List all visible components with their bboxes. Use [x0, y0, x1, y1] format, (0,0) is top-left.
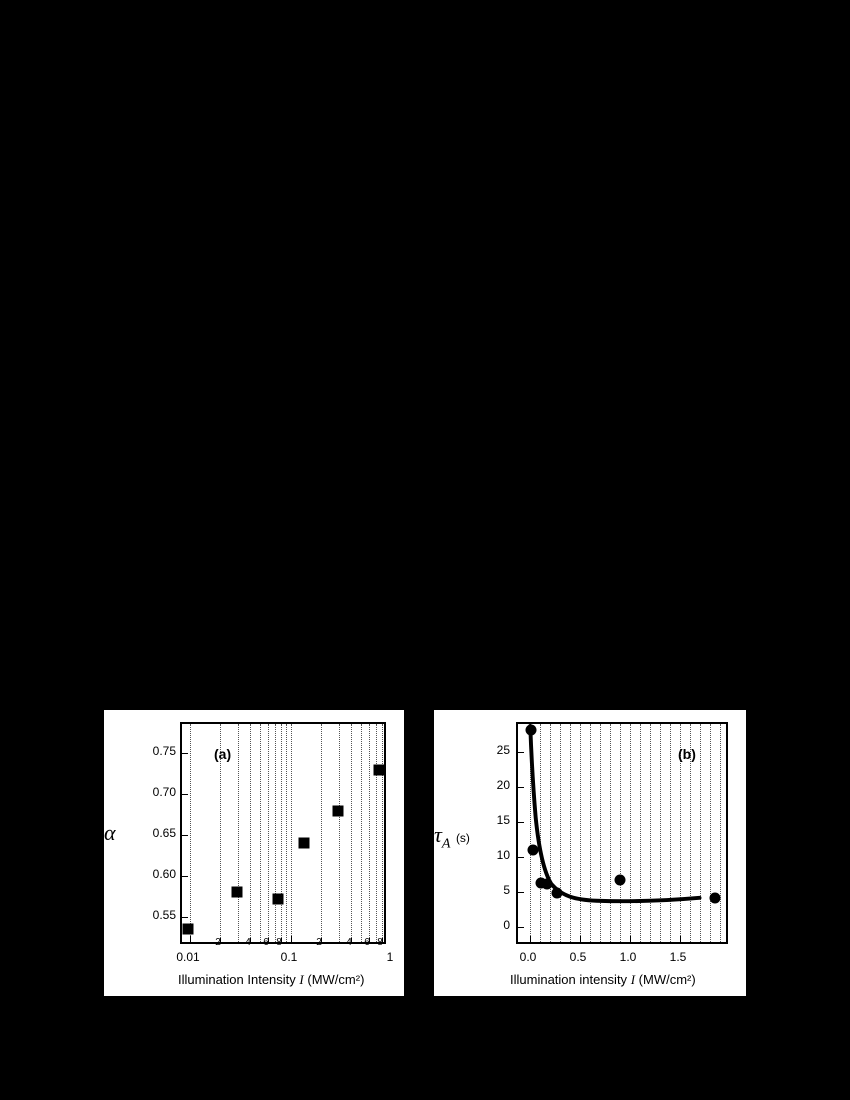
x-tick-label-major: 1	[386, 950, 394, 964]
y-tick-label: 0.60	[152, 867, 176, 881]
x-tick-label-minor: 2	[316, 937, 322, 948]
panel-b-x-axis-label	[510, 972, 696, 988]
gridline	[190, 724, 191, 942]
y-tick	[518, 857, 524, 858]
panel-b-tag: (b)	[678, 746, 696, 762]
panel-a-x-axis-label-prefix: Illumination Intensity	[178, 972, 296, 987]
gridline	[670, 724, 671, 942]
y-tick	[518, 752, 524, 753]
x-tick-label-minor: 8	[276, 937, 282, 948]
x-tick-label-minor: 6	[263, 937, 269, 948]
y-tick	[182, 753, 188, 754]
x-tick	[680, 936, 681, 942]
gridline	[650, 724, 651, 942]
gridline	[550, 724, 551, 942]
x-tick-label: 0.0	[519, 950, 537, 964]
x-tick	[580, 936, 581, 942]
panel-b	[434, 710, 746, 996]
data-point	[710, 893, 721, 904]
data-point	[374, 765, 385, 776]
panel-b-y-axis-symbol: τ	[434, 822, 442, 847]
x-tick-label: 0.5	[569, 950, 587, 964]
panel-a-tag: (a)	[214, 746, 232, 762]
gridline	[351, 724, 352, 942]
data-point	[542, 879, 553, 890]
x-tick-label: 1.0	[619, 950, 637, 964]
gridline	[238, 724, 239, 942]
x-tick-label-minor: 4	[245, 937, 251, 948]
gridline	[339, 724, 340, 942]
panel-b-x-axis-label-unit: (MW/cm²)	[638, 972, 696, 987]
panel-b-y-axis-unit: (s)	[455, 831, 470, 845]
data-point	[405, 733, 416, 744]
y-tick-label: 5	[503, 883, 510, 897]
gridline	[700, 724, 701, 942]
x-tick-label-major: 0.01	[176, 950, 200, 964]
gridline	[640, 724, 641, 942]
panel-b-y-axis-label	[434, 822, 470, 852]
y-tick-label: 0.75	[152, 744, 176, 758]
y-tick	[518, 822, 524, 823]
data-point	[526, 725, 537, 736]
gridline	[286, 724, 287, 942]
gridline	[281, 724, 282, 942]
panel-b-y-axis-subscript: A	[441, 836, 451, 852]
y-tick	[518, 787, 524, 788]
gridline	[369, 724, 370, 942]
x-tick-label-minor: 4	[346, 937, 352, 948]
gridline	[250, 724, 251, 942]
data-point	[273, 894, 284, 905]
gridline	[376, 724, 377, 942]
y-tick	[182, 835, 188, 836]
data-point	[183, 924, 194, 935]
gridline	[610, 724, 611, 942]
gridline	[268, 724, 269, 942]
panel-a-y-axis-label: α	[104, 820, 116, 845]
panel-a-x-axis-label	[178, 972, 364, 988]
x-tick-label-minor: 6	[364, 937, 370, 948]
gridline	[275, 724, 276, 942]
gridline	[382, 724, 383, 942]
gridline	[660, 724, 661, 942]
data-point	[333, 806, 344, 817]
panel-b-plot-area	[516, 722, 728, 944]
gridline	[620, 724, 621, 942]
x-tick-label-major: 0.1	[280, 950, 298, 964]
panel-b-x-axis-label-prefix: Illumination intensity	[510, 972, 628, 987]
gridline	[710, 724, 711, 942]
data-point	[552, 888, 563, 899]
y-tick	[518, 892, 524, 893]
panel-a-plot-area	[180, 722, 386, 944]
x-tick-major	[190, 936, 191, 942]
data-point	[232, 887, 243, 898]
gridline	[580, 724, 581, 942]
gridline	[560, 724, 561, 942]
y-tick-label: 0.70	[152, 785, 176, 799]
gridline	[530, 724, 531, 942]
y-tick-label: 0.65	[152, 826, 176, 840]
gridline	[291, 724, 292, 942]
y-tick-label: 20	[496, 778, 510, 792]
panel-b-x-axis-label-symbol: I	[630, 972, 636, 987]
gridline	[260, 724, 261, 942]
y-tick	[182, 876, 188, 877]
panel-a-x-axis-label-symbol: I	[299, 972, 304, 987]
gridline	[570, 724, 571, 942]
y-tick-label: 10	[496, 848, 510, 862]
gridline	[600, 724, 601, 942]
y-tick-label: 0.55	[152, 908, 176, 922]
x-tick	[630, 936, 631, 942]
data-point	[615, 875, 626, 886]
panel-a	[104, 710, 404, 996]
y-tick-label: 0	[503, 918, 510, 932]
y-tick-label: 15	[496, 813, 510, 827]
x-tick-label-minor: 8	[377, 937, 383, 948]
gridline	[540, 724, 541, 942]
x-tick-label: 1.5	[669, 950, 687, 964]
x-tick-major	[291, 936, 292, 942]
data-point	[528, 845, 539, 856]
gridline	[630, 724, 631, 942]
panel-a-x-axis-label-unit: (MW/cm²)	[307, 972, 365, 987]
data-point	[299, 838, 310, 849]
y-tick	[182, 794, 188, 795]
y-tick	[518, 927, 524, 928]
y-tick-label: 25	[496, 743, 510, 757]
x-tick-label-minor: 2	[215, 937, 221, 948]
gridline	[590, 724, 591, 942]
x-tick	[530, 936, 531, 942]
gridline	[361, 724, 362, 942]
gridline	[321, 724, 322, 942]
gridline	[720, 724, 721, 942]
y-tick	[182, 917, 188, 918]
